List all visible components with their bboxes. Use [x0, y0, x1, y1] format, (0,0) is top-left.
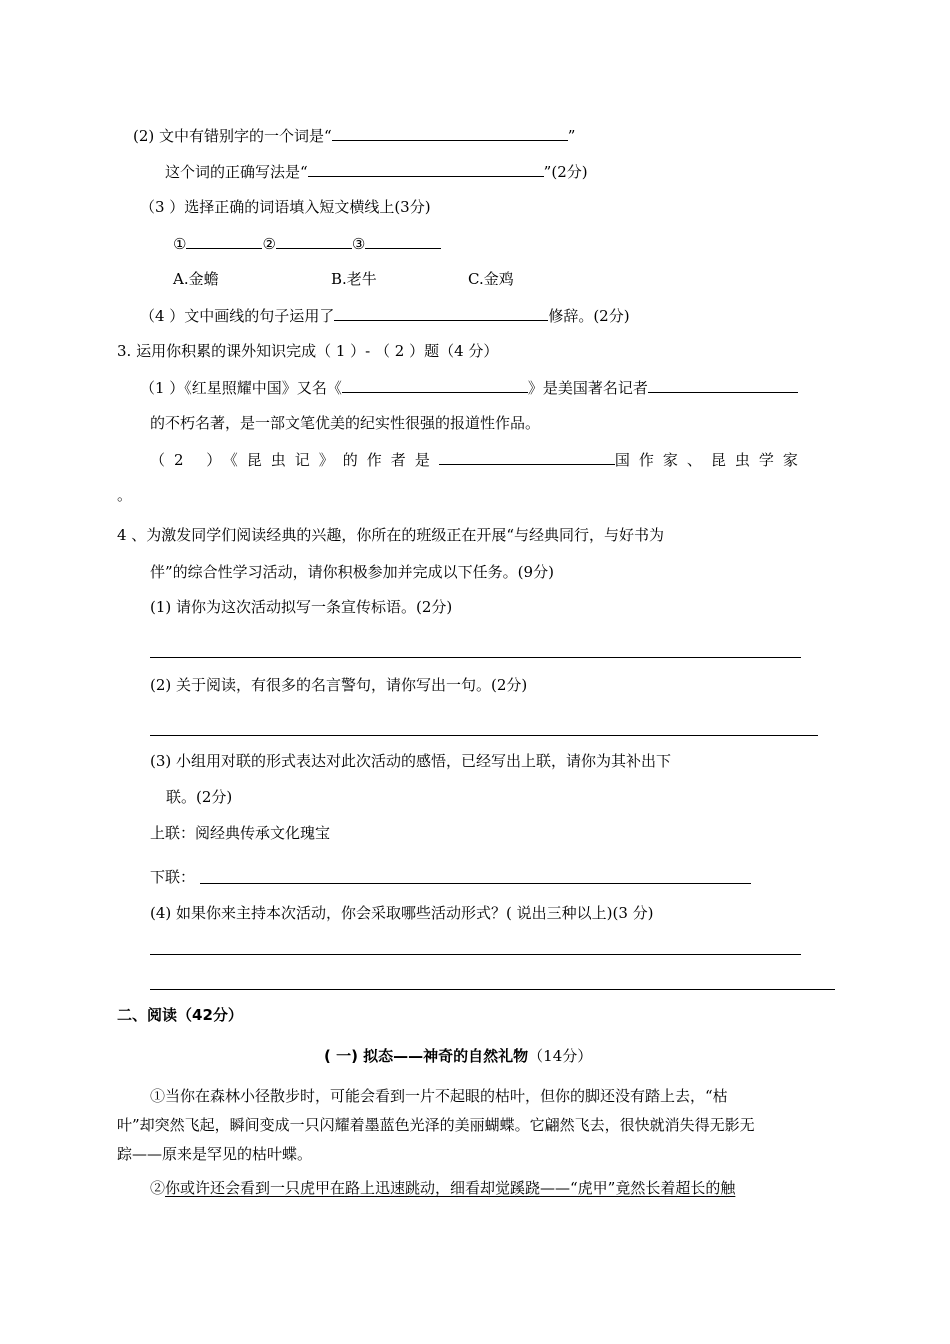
alt-title-blank[interactable] — [342, 377, 528, 393]
correct-word-blank[interactable] — [308, 161, 544, 177]
subsection-title: ( 一) 拟态——神奇的自然礼物（14分） — [324, 1047, 593, 1065]
q2-2-line2: 这个词的正确写法是“ ”(2分) — [165, 163, 588, 181]
activity-answer-line-1[interactable] — [150, 954, 801, 955]
reporter-blank[interactable] — [648, 377, 798, 393]
q2-3-blanks: ① ② ③ — [173, 233, 441, 254]
xialian-label: 下联： — [150, 868, 196, 886]
q4-title-line1: 4 、为激发同学们阅读经典的兴趣，你所在的班级正在开展“与经典同行，与好书为 — [117, 526, 664, 544]
para1-line1: ①当你在森林小径散步时，可能会看到一片不起眼的枯叶，但你的脚还没有踏上去，“枯 — [150, 1087, 728, 1105]
q4-title-line2: 伴”的综合性学习活动，请你积极参加并完成以下任务。(9分) — [150, 563, 554, 581]
option-c: C.金鸡 — [468, 270, 514, 288]
q4-3-line2: 联。(2分) — [166, 788, 233, 806]
section-heading: 二、阅读（42分） — [117, 1006, 243, 1024]
typo-word-blank[interactable] — [332, 125, 568, 141]
blank-1[interactable] — [186, 233, 262, 249]
q3-title: 3. 运用你积累的课外知识完成（ 1 ）- （ 2 ）题（4 分） — [117, 342, 499, 360]
q2-3-prompt: （3 ）选择正确的词语填入短文横线上(3分) — [140, 198, 431, 216]
quote-answer-line[interactable] — [150, 735, 818, 736]
blank-2[interactable] — [276, 233, 352, 249]
activity-answer-line-2[interactable] — [150, 989, 835, 990]
slogan-answer-line[interactable] — [150, 657, 801, 658]
q3-1-line2: 的不朽名著，是一部文笔优美的纪实性很强的报道性作品。 — [150, 414, 541, 432]
option-a: A.金蟾 — [173, 270, 219, 288]
para1-line2: 叶”却突然飞起，瞬间变成一只闪耀着墨蓝色光泽的美丽蝴蝶。它翩然飞去，很快就消失得无影无 — [117, 1116, 755, 1134]
para2-line1: ②你或许还会看到一只虎甲在路上迅速跳动，细看却觉蹊跷——“虎甲”竟然长着超长的触 — [150, 1179, 736, 1197]
q2-2-line1: (2) 文中有错别字的一个词是“ ” — [133, 127, 576, 145]
shanglian: 上联：阅经典传承文化瑰宝 — [150, 824, 331, 842]
q3-2-end: 。 — [117, 486, 133, 504]
underlined-sentence: 你或许还会看到一只虎甲在路上迅速跳动，细看却觉蹊跷——“虎甲”竟然长着超长的触 — [165, 1179, 736, 1197]
q2-2-prompt: (2) 文中有错别字的一个词是“ — [133, 127, 332, 145]
q4-2-prompt: (2) 关于阅读，有很多的名言警句，请你写出一句。(2分) — [150, 676, 528, 694]
option-b: B.老牛 — [331, 270, 377, 288]
xialian-answer-line[interactable] — [200, 883, 751, 884]
q4-1-prompt: (1) 请你为这次活动拟写一条宣传标语。(2分) — [150, 598, 453, 616]
q4-4-prompt: (4) 如果你来主持本次活动，你会采取哪些活动形式？( 说出三种以上)(3 分) — [150, 904, 654, 922]
para1-line3: 踪——原来是罕见的枯叶蝶。 — [117, 1145, 313, 1163]
q3-1-line1: （1 ）《红星照耀中国》又名《 》是美国著名记者 — [140, 377, 798, 398]
blank-3[interactable] — [365, 233, 441, 249]
q4-3-line1: (3) 小组用对联的形式表达对此次活动的感悟，已经写出上联，请你为其补出下 — [150, 752, 672, 770]
rhetoric-blank[interactable] — [334, 305, 548, 321]
author-blank[interactable] — [439, 449, 615, 465]
q2-4-line: （4 ）文中画线的句子运用了 修辞。(2分) — [140, 307, 630, 325]
q3-2-line: （2 ）《昆虫记》的作者是 国作家、昆虫学家 — [150, 451, 807, 469]
